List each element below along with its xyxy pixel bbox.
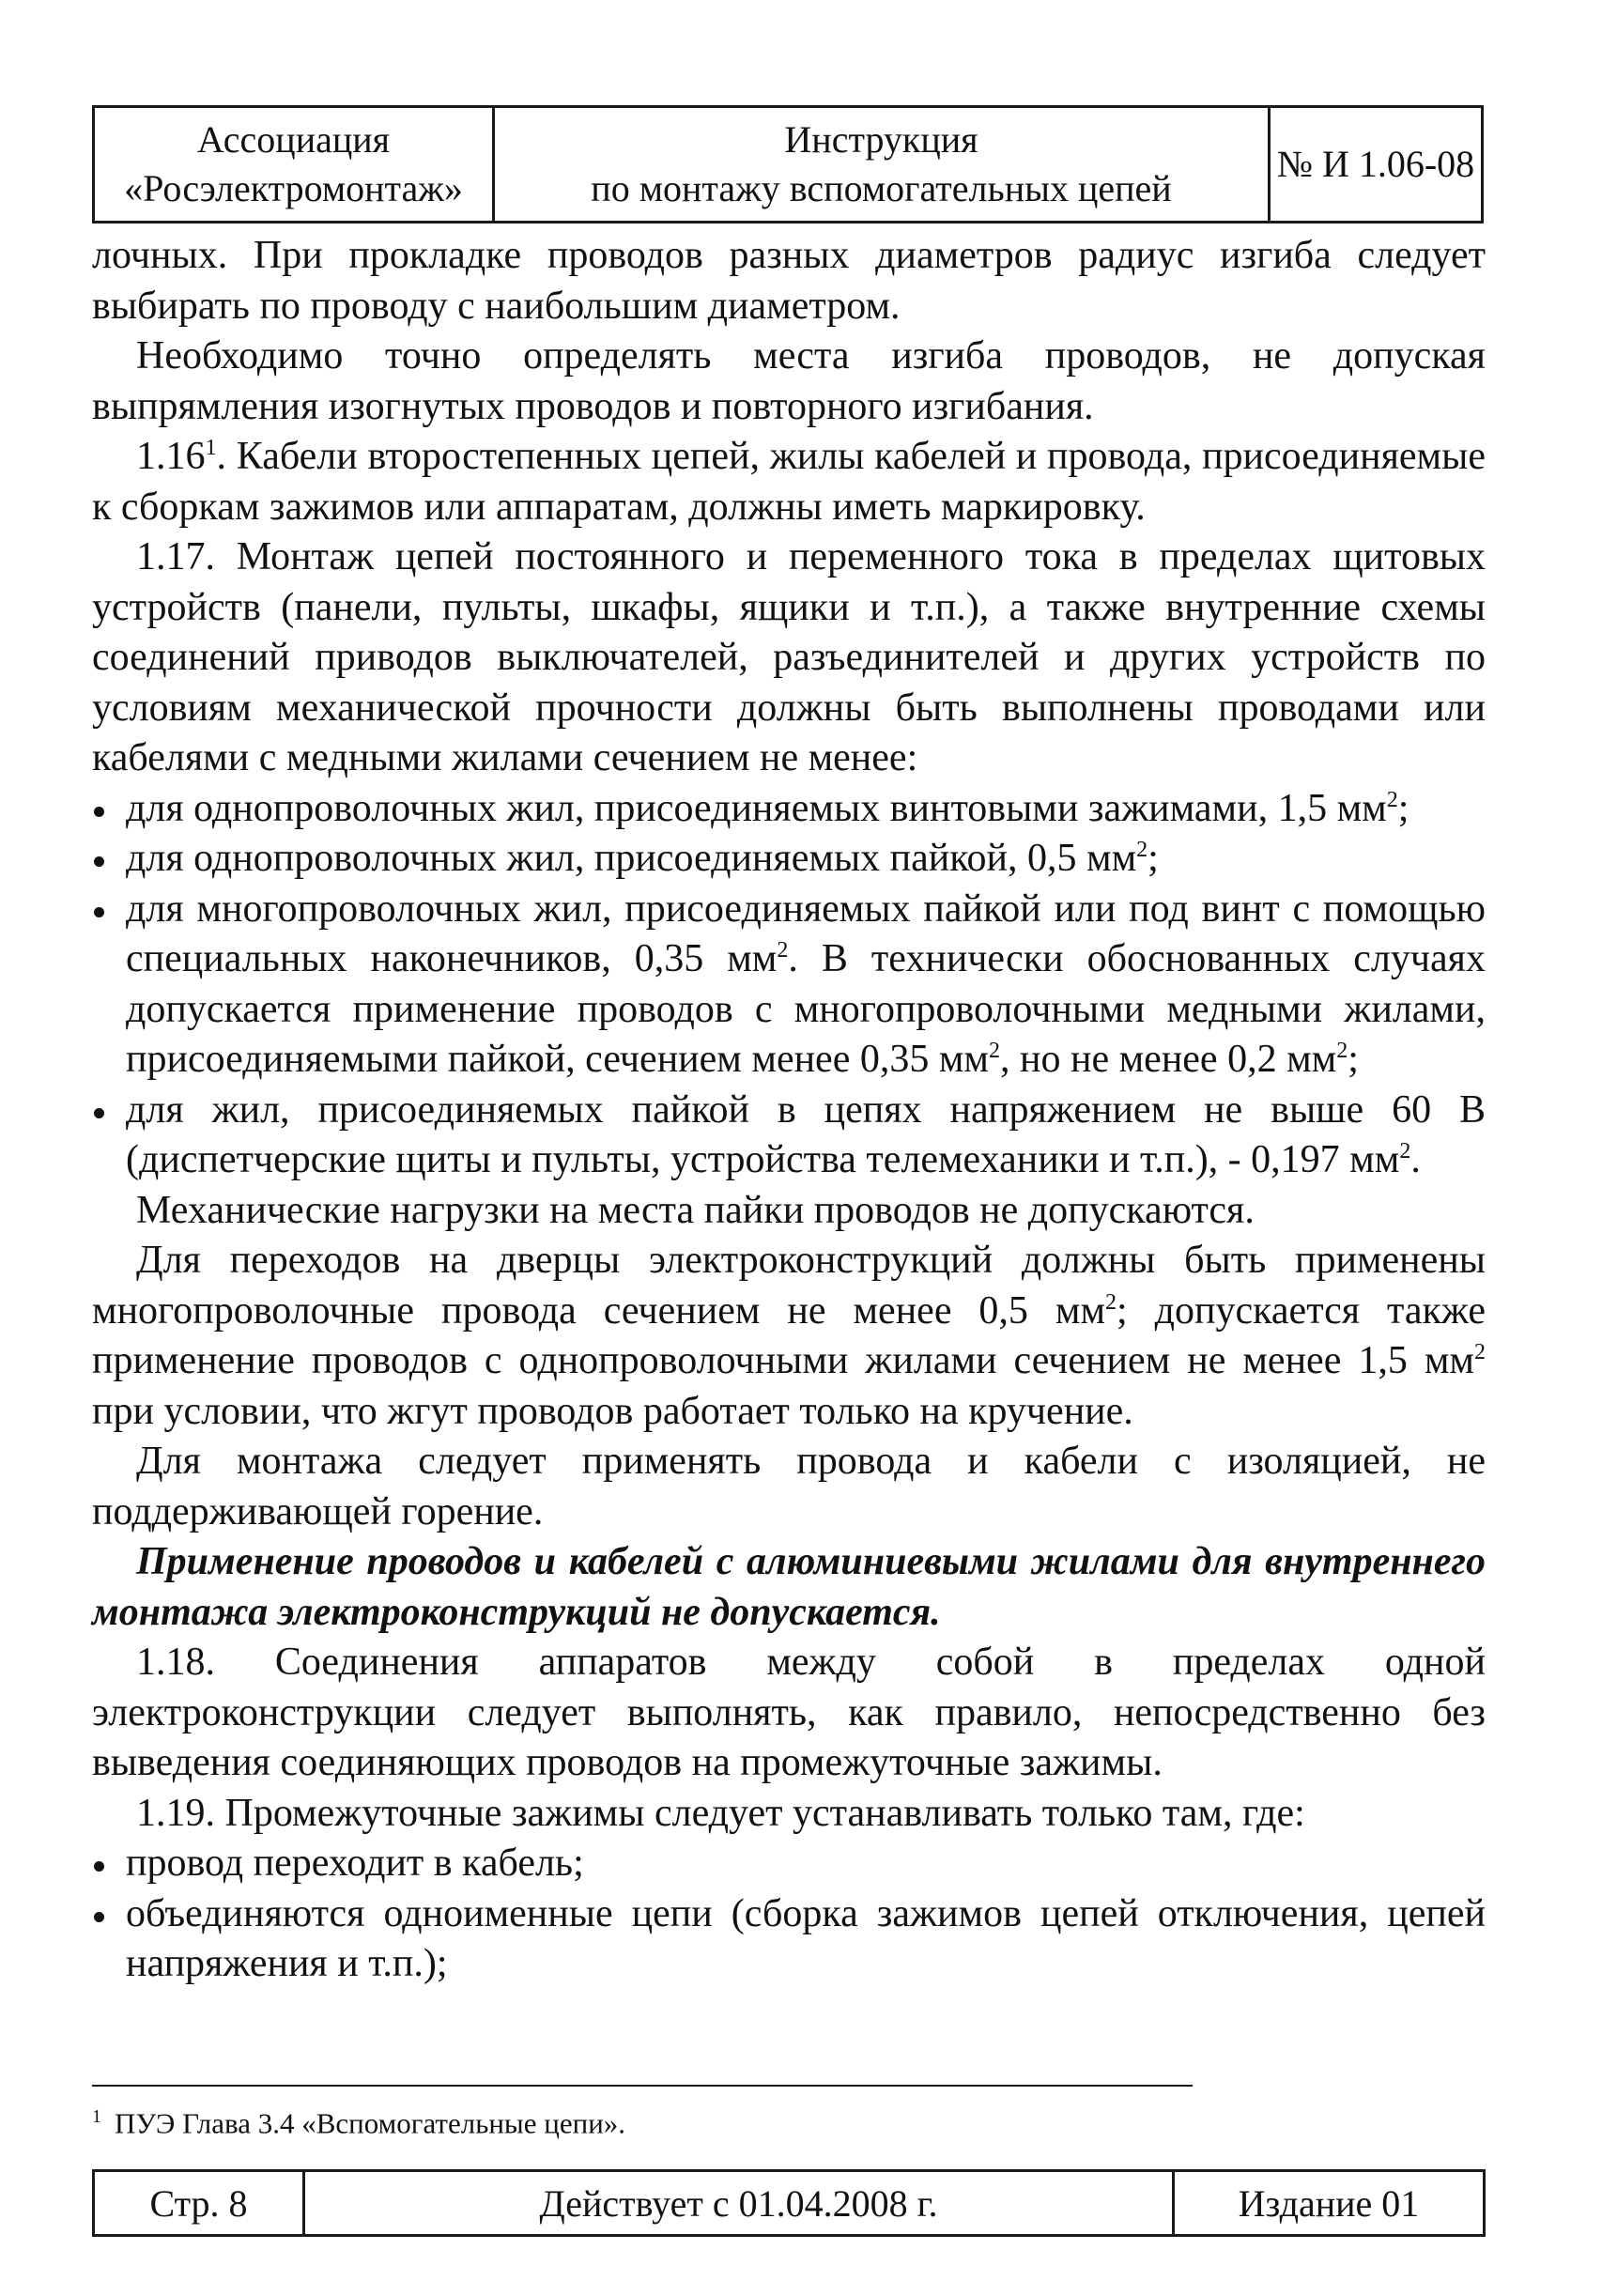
- organization-line-2: «Росэлектромонтаж»: [124, 167, 463, 209]
- paragraph-bending: Необходимо точно определять места изгиба проводов, не допуская выпрямления изогнутых проводов и повторного изгибания.: [92, 334, 1486, 428]
- document-number-cell: [1271, 108, 1481, 221]
- document-footer: [92, 2169, 1486, 2237]
- paragraph-aluminium-warning: Применение проводов и кабелей с алюминиевыми жилами для внутреннего монтажа электроконструкций не допускается.: [92, 1540, 1486, 1634]
- organization-line-1: Ассоциация: [196, 118, 391, 161]
- document-number: № И 1.06-08: [1276, 143, 1475, 185]
- paragraph-insulation: Для монтажа следует применять провода и кабели с изоляцией, не поддерживающей горение.: [92, 1440, 1486, 1533]
- footnote-text: ПУЭ Глава 3.4 «Вспомогательные цепи».: [115, 2106, 626, 2140]
- list-item: провод переходит в кабель;: [92, 1839, 1486, 1889]
- page-number: Стр. 8: [95, 2172, 305, 2234]
- document-title-line-2: по монтажу вспомогательных цепей: [591, 167, 1172, 209]
- paragraph-door-transitions: Для переходов на дверцы электроконструкций должны быть применены многопроволочные провода сечением не менее 0,5 $мм^2$; допускается также применение проводов с однопроволочными жилами сечением не менее 1,5 $мм^2$ при условии, что жгут проводов работает только на кручение.: [92, 1239, 1486, 1433]
- edition: Издание 01: [1238, 2181, 1420, 2225]
- paragraph-1-17: 1.17. Монтаж цепей постоянного и переменного тока в пределах щитовых устройств (панели, пульты, шкафы, ящики и т.п.), а также внутренние схемы соединений приводов выключателей, разъединителей и других устройств по условиям механической прочности должны быть выполнены проводами или кабелями с медными жилами сечением не менее:: [92, 535, 1486, 779]
- paragraph-1-16: [92, 432, 1486, 532]
- list-item: для однопроволочных жил, присоединяемых пайкой, 0,5 $мм^2$;: [92, 834, 1486, 885]
- organization-cell: [95, 108, 495, 221]
- list-item: для однопроволочных жил, присоединяемых винтовыми зажимами, 1,5 $мм^2$;: [92, 784, 1486, 835]
- list-item: для жил, присоединяемых пайкой в цепях напряжением не выше 60 В (диспетчерские щиты и пульты, устройства телемеханики и т.п.), - 0,197 $мм^2$.: [92, 1086, 1486, 1186]
- clause-number: 1.16: [136, 435, 206, 478]
- cross-section-list: [92, 784, 1486, 1186]
- document-header: [92, 105, 1484, 223]
- effective-date: Действует с 01.04.2008 г.: [305, 2172, 1175, 2234]
- document-title-cell: [495, 108, 1271, 221]
- footnote-separator: [92, 2085, 1193, 2087]
- list-item: объединяются одноименные цепи (сборка зажимов цепей отключения, цепей напряжения и т.п.);: [92, 1889, 1486, 1990]
- list-item: для многопроволочных жил, присоединяемых пайкой или под винт с помощью специальных наконечников, 0,35 $мм^2$. В технически обоснованных случаях допускается применение проводов с многопроволочными медными жилами, присоединяемыми пайкой, сечением менее 0,35 $мм^2$, но не менее 0,2 $мм^2$;: [92, 885, 1486, 1086]
- clause-text: . Кабели второстепенных цепей, жилы кабелей и провода, присоединяемые к сборкам зажимов или аппаратам, должны иметь маркировку.: [92, 435, 1486, 529]
- footnote: [92, 2098, 1031, 2142]
- paragraph-1-18: 1.18. Соединения аппаратов между собой в пределах одной электроконструкции следует выполнять, как правило, непосредственно без выведения соединяющих проводов на промежуточные зажимы.: [92, 1641, 1486, 1784]
- body-text: [92, 231, 1486, 1990]
- paragraph-continuation: лочных. При прокладке проводов разных диаметров радиус изгиба следует выбирать по проводу с наибольшим диаметром.: [92, 234, 1486, 328]
- terminal-list: [92, 1839, 1486, 1990]
- document-title-line-1: Инструкция: [784, 118, 978, 161]
- paragraph-1-19: 1.19. Промежуточные зажимы следует устанавливать только там, где:: [136, 1791, 1305, 1835]
- footnote-reference: 1: [205, 436, 217, 460]
- paragraph-mechanical-loads: Механические нагрузки на места пайки проводов не допускаются.: [136, 1188, 1255, 1232]
- footnote-mark: 1: [92, 2106, 101, 2127]
